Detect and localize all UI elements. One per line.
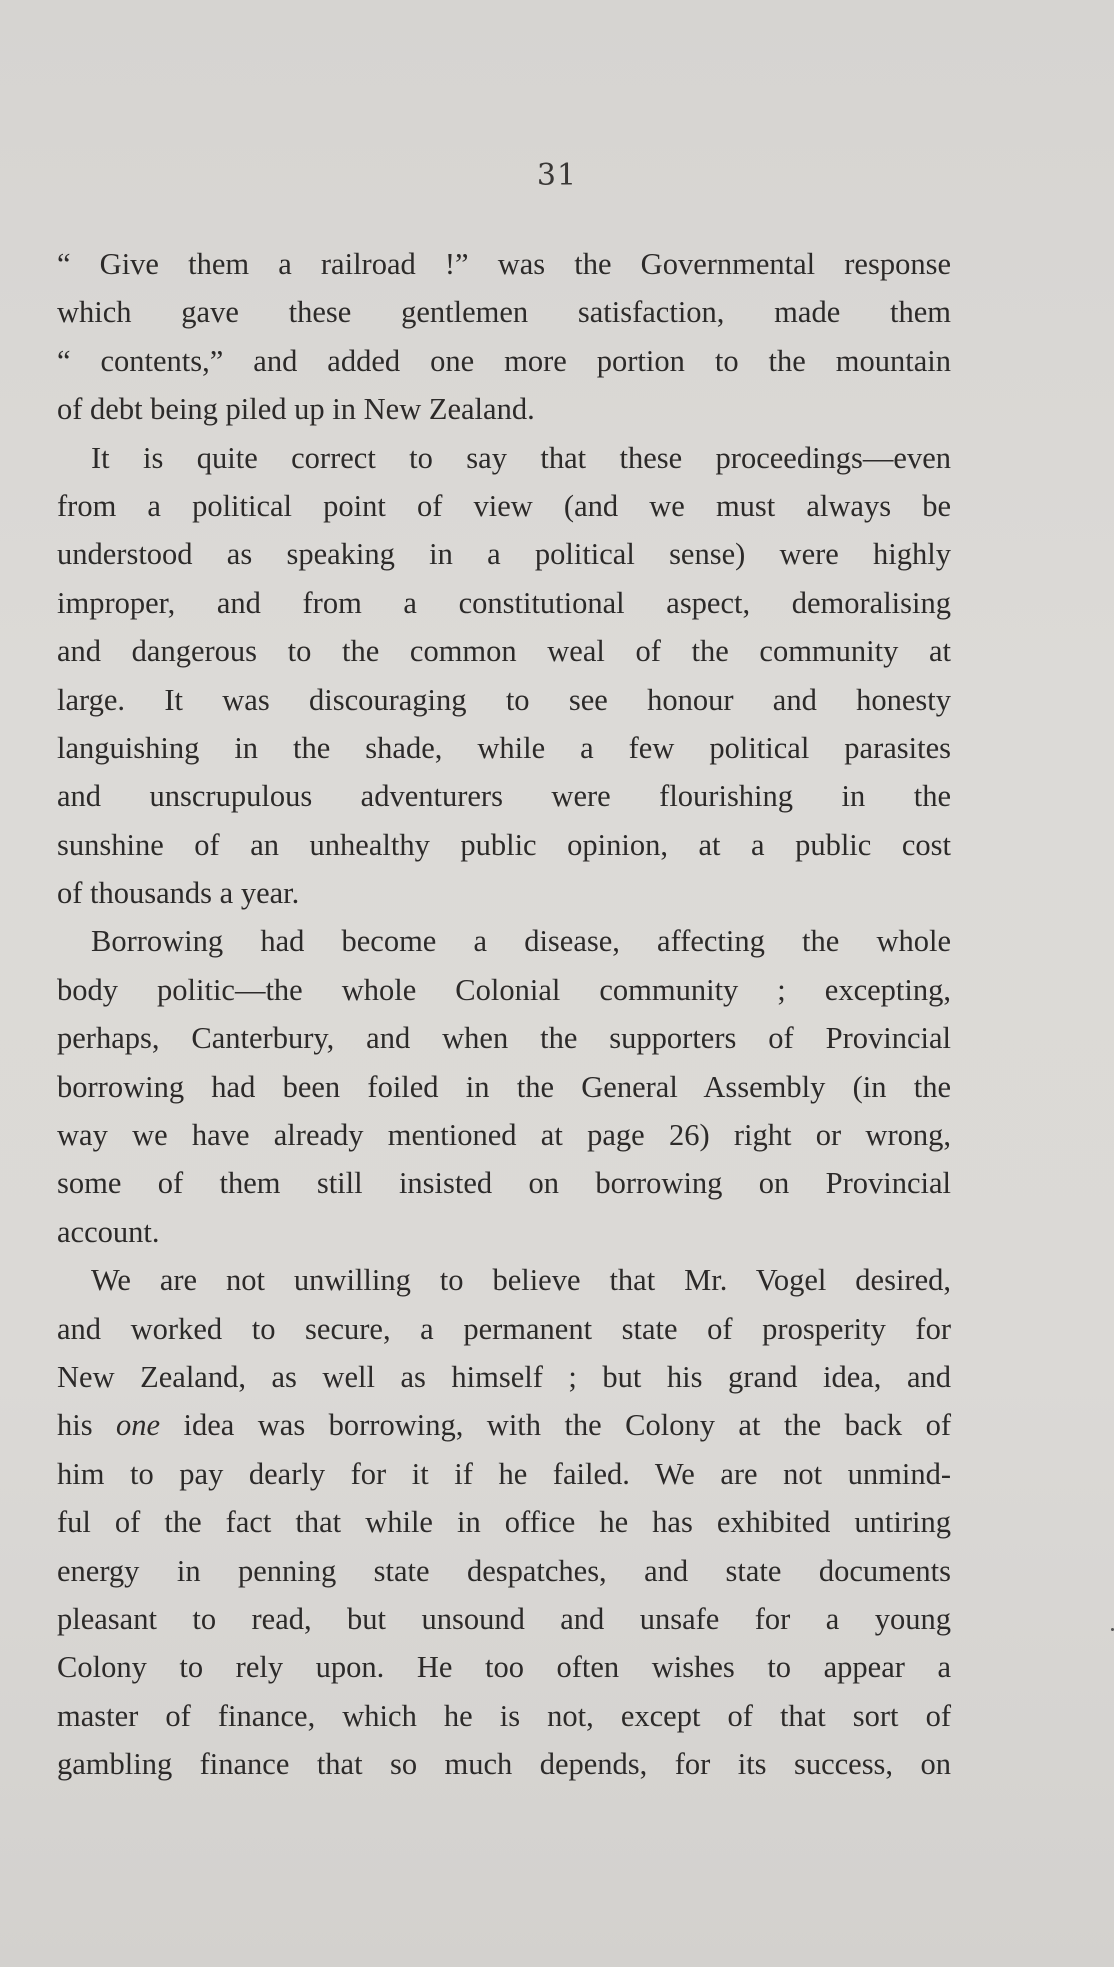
text-line: languishing in the shade, while a few political parasites <box>57 730 951 765</box>
text-line: account. <box>57 1214 160 1249</box>
text-line: perhaps, Canterbury, and when the supporters of Provincial <box>57 1021 951 1056</box>
text-line: some of them still insisted on borrowing on Provincial <box>57 1166 951 1201</box>
text-line: his one idea was borrowing, with the Colony at the back of <box>57 1408 952 1443</box>
text-line: energy in penning state despatches, and state documents <box>57 1553 951 1588</box>
page-number: 31 <box>536 158 578 193</box>
text-line: which gave these gentlemen satisfaction, made them <box>57 295 951 330</box>
text-line: “ contents,” and added one more portion to the mountain <box>57 343 951 378</box>
text-line: pleasant to read, but unsound and unsafe for a young <box>57 1601 951 1636</box>
text-line: It is quite correct to say that these proceedings—even <box>91 440 951 475</box>
text-line: and unscrupulous adventurers were flourishing in the <box>57 779 951 814</box>
text-line: from a political point of view (and we must always be <box>57 488 951 523</box>
text-line: We are not unwilling to believe that Mr. Vogel desired, <box>91 1263 951 1298</box>
text-line: body politic—the whole Colonial community ; excepting, <box>57 972 951 1007</box>
text-line: Colony to rely upon. He too often wishes to appear a <box>57 1650 951 1685</box>
text-line: and worked to secure, a permanent state of prosperity for <box>57 1311 951 1346</box>
text-line: “ Give them a railroad !” was the Governmental response <box>57 247 951 281</box>
text-line: him to pay dearly for it if he failed. We are not unmind- <box>57 1456 951 1491</box>
emphasis: one <box>116 1408 161 1443</box>
text-line: sunshine of an unhealthy public opinion, at a public cost <box>57 827 951 862</box>
text-line: large. It was discouraging to see honour and honesty <box>57 682 951 717</box>
text-line: borrowing had been foiled in the General Assembly (in the <box>57 1069 951 1104</box>
text-line: gambling finance that so much depends, for its success, on <box>57 1747 951 1782</box>
text-line: of thousands a year. <box>57 876 300 911</box>
text-line: and dangerous to the common weal of the community at <box>57 634 951 669</box>
text-line: master of finance, which he is not, except of that sort of <box>57 1698 951 1733</box>
body-text <box>57 240 951 1789</box>
text-line: way we have already mentioned at page 26) right or wrong, <box>57 1118 951 1153</box>
text-line: understood as speaking in a political sense) were highly <box>57 537 951 572</box>
text-line: New Zealand, as well as himself ; but his grand idea, and <box>57 1359 951 1394</box>
text-line: ful of the fact that while in office he has exhibited untiring <box>57 1505 951 1540</box>
text-line: Borrowing had become a disease, affecting the whole <box>91 924 951 959</box>
text-line: improper, and from a constitutional aspect, demoralising <box>57 585 951 620</box>
text-line: of debt being piled up in New Zealand. <box>57 392 535 427</box>
